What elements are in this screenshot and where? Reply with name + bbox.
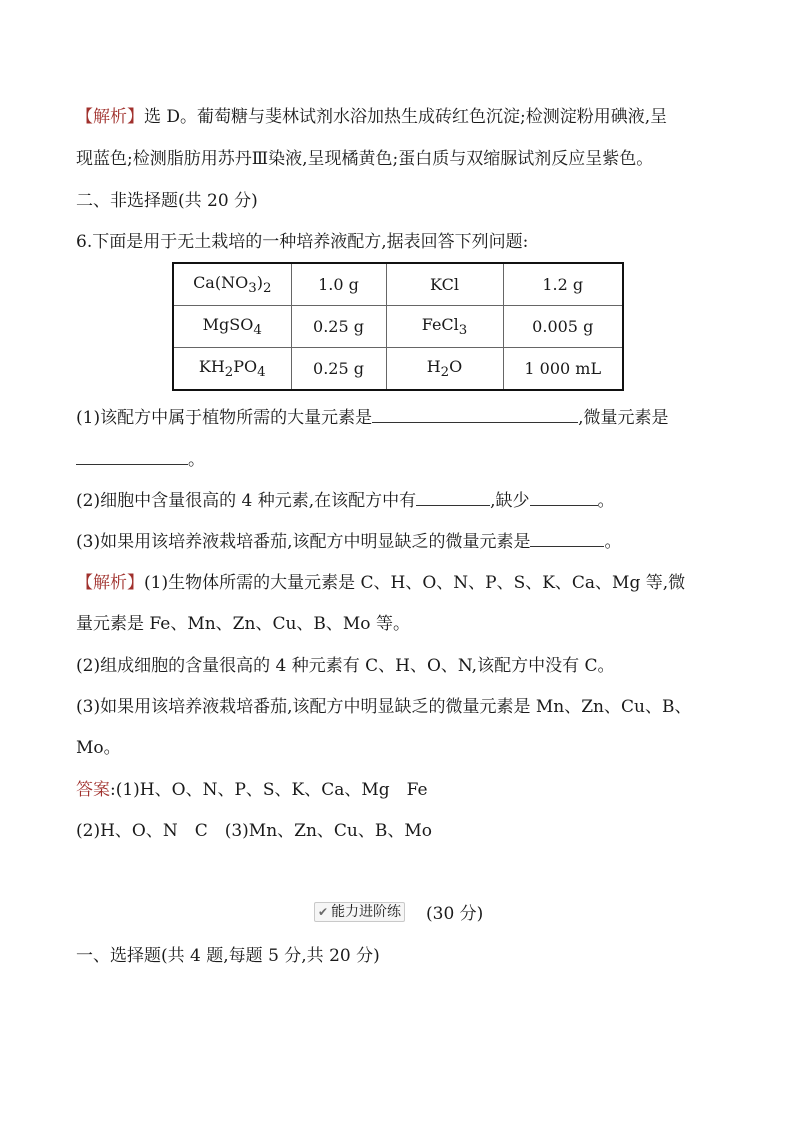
q6-sub2 bbox=[76, 489, 615, 512]
analysis-q6-line3: (2)组成细胞的含量很高的 4 种元素有 C、H、O、N,该配方中没有 C。 bbox=[76, 656, 615, 676]
table-cell: MgSO$_4$ bbox=[173, 306, 291, 348]
table-row bbox=[173, 348, 623, 391]
check-icon: ✔ bbox=[318, 905, 329, 919]
table-cell: $H_2O$ bbox=[386, 348, 503, 391]
answer-text: :(1)H、O、N、P、S、K、Ca、Mg Fe bbox=[110, 780, 428, 800]
analysis-text: 选 D。葡萄糖与斐林试剂水浴加热生成砖红色沉淀;检测淀粉用碘液,呈 bbox=[144, 107, 668, 127]
answer-label: 答案 bbox=[76, 780, 110, 800]
recipe-table bbox=[172, 262, 624, 391]
analysis-q5-line2: 现蓝色;检测脂肪用苏丹Ⅲ染液,呈现橘黄色;蛋白质与双缩脲试剂反应呈紫色。 bbox=[76, 149, 654, 169]
section2-heading: 二、非选择题(共 20 分) bbox=[76, 191, 258, 211]
answer-blank[interactable] bbox=[530, 530, 604, 547]
table-cell: 1 000 mL bbox=[503, 348, 623, 391]
table-cell: 0.25 g bbox=[291, 348, 386, 391]
q6-sub2-text2: ,缺少 bbox=[490, 491, 530, 511]
table-cell: $Ca(NO_3)_2$ bbox=[173, 263, 291, 306]
q6-sub2-end: 。 bbox=[597, 491, 615, 511]
table-cell: 1.2 g bbox=[503, 263, 623, 306]
q6-stem: 6.下面是用于无土栽培的一种培养液配方,据表回答下列问题: bbox=[76, 232, 529, 252]
q6-sub1-text2: ,微量元素是 bbox=[578, 408, 669, 428]
section1-heading: 一、选择题(共 4 题,每题 5 分,共 20 分) bbox=[76, 946, 380, 966]
answer-line1 bbox=[76, 779, 428, 801]
answer-line2: (2)H、O、N C (3)Mn、Zn、Cu、B、Mo bbox=[76, 821, 433, 841]
analysis-q6-line5: Mo。 bbox=[76, 738, 121, 758]
table-row bbox=[173, 306, 623, 348]
answer-blank[interactable] bbox=[416, 489, 490, 506]
answer-blank[interactable] bbox=[372, 406, 578, 423]
q6-sub3-text: (3)如果用该培养液栽培番茄,该配方中明显缺乏的微量元素是 bbox=[76, 532, 531, 552]
analysis-tag: 【解析】 bbox=[76, 573, 144, 593]
table-cell: 0.25 g bbox=[291, 306, 386, 348]
table-cell: $KH_2PO_4$ bbox=[173, 348, 291, 391]
q6-sub1-line2 bbox=[76, 448, 205, 471]
analysis-q6-line1 bbox=[76, 572, 685, 594]
q6-sub1-end: 。 bbox=[188, 450, 205, 470]
answer-blank[interactable] bbox=[76, 448, 188, 465]
answer-blank[interactable] bbox=[530, 489, 598, 506]
q6-sub2-text: (2)细胞中含量很高的 4 种元素,在该配方中有 bbox=[76, 491, 417, 511]
table-row bbox=[173, 263, 623, 306]
analysis-text: (1)生物体所需的大量元素是 C、H、O、N、P、S、K、Ca、Mg 等,微 bbox=[144, 573, 686, 593]
q6-sub3-end: 。 bbox=[604, 532, 622, 552]
analysis-tag: 【解析】 bbox=[76, 107, 144, 127]
practice-badge-label: 能力进阶练 bbox=[331, 904, 402, 920]
table-cell: 1.0 g bbox=[291, 263, 386, 306]
q6-sub1-line1 bbox=[76, 406, 669, 429]
practice-score: (30 分) bbox=[426, 904, 484, 924]
analysis-q5-line1 bbox=[76, 106, 667, 128]
table-cell: FeCl$_3$ bbox=[386, 306, 503, 348]
analysis-q6-line2: 量元素是 Fe、Mn、Zn、Cu、B、Mo 等。 bbox=[76, 614, 410, 634]
analysis-q6-line4: (3)如果用该培养液栽培番茄,该配方中明显缺乏的微量元素是 Mn、Zn、Cu、B、 bbox=[76, 697, 692, 717]
table-cell: 0.005 g bbox=[503, 306, 623, 348]
practice-badge bbox=[314, 902, 405, 922]
q6-sub1-text: (1)该配方中属于植物所需的大量元素是 bbox=[76, 408, 373, 428]
q6-sub3 bbox=[76, 530, 621, 553]
table-cell: KCl bbox=[386, 263, 503, 306]
